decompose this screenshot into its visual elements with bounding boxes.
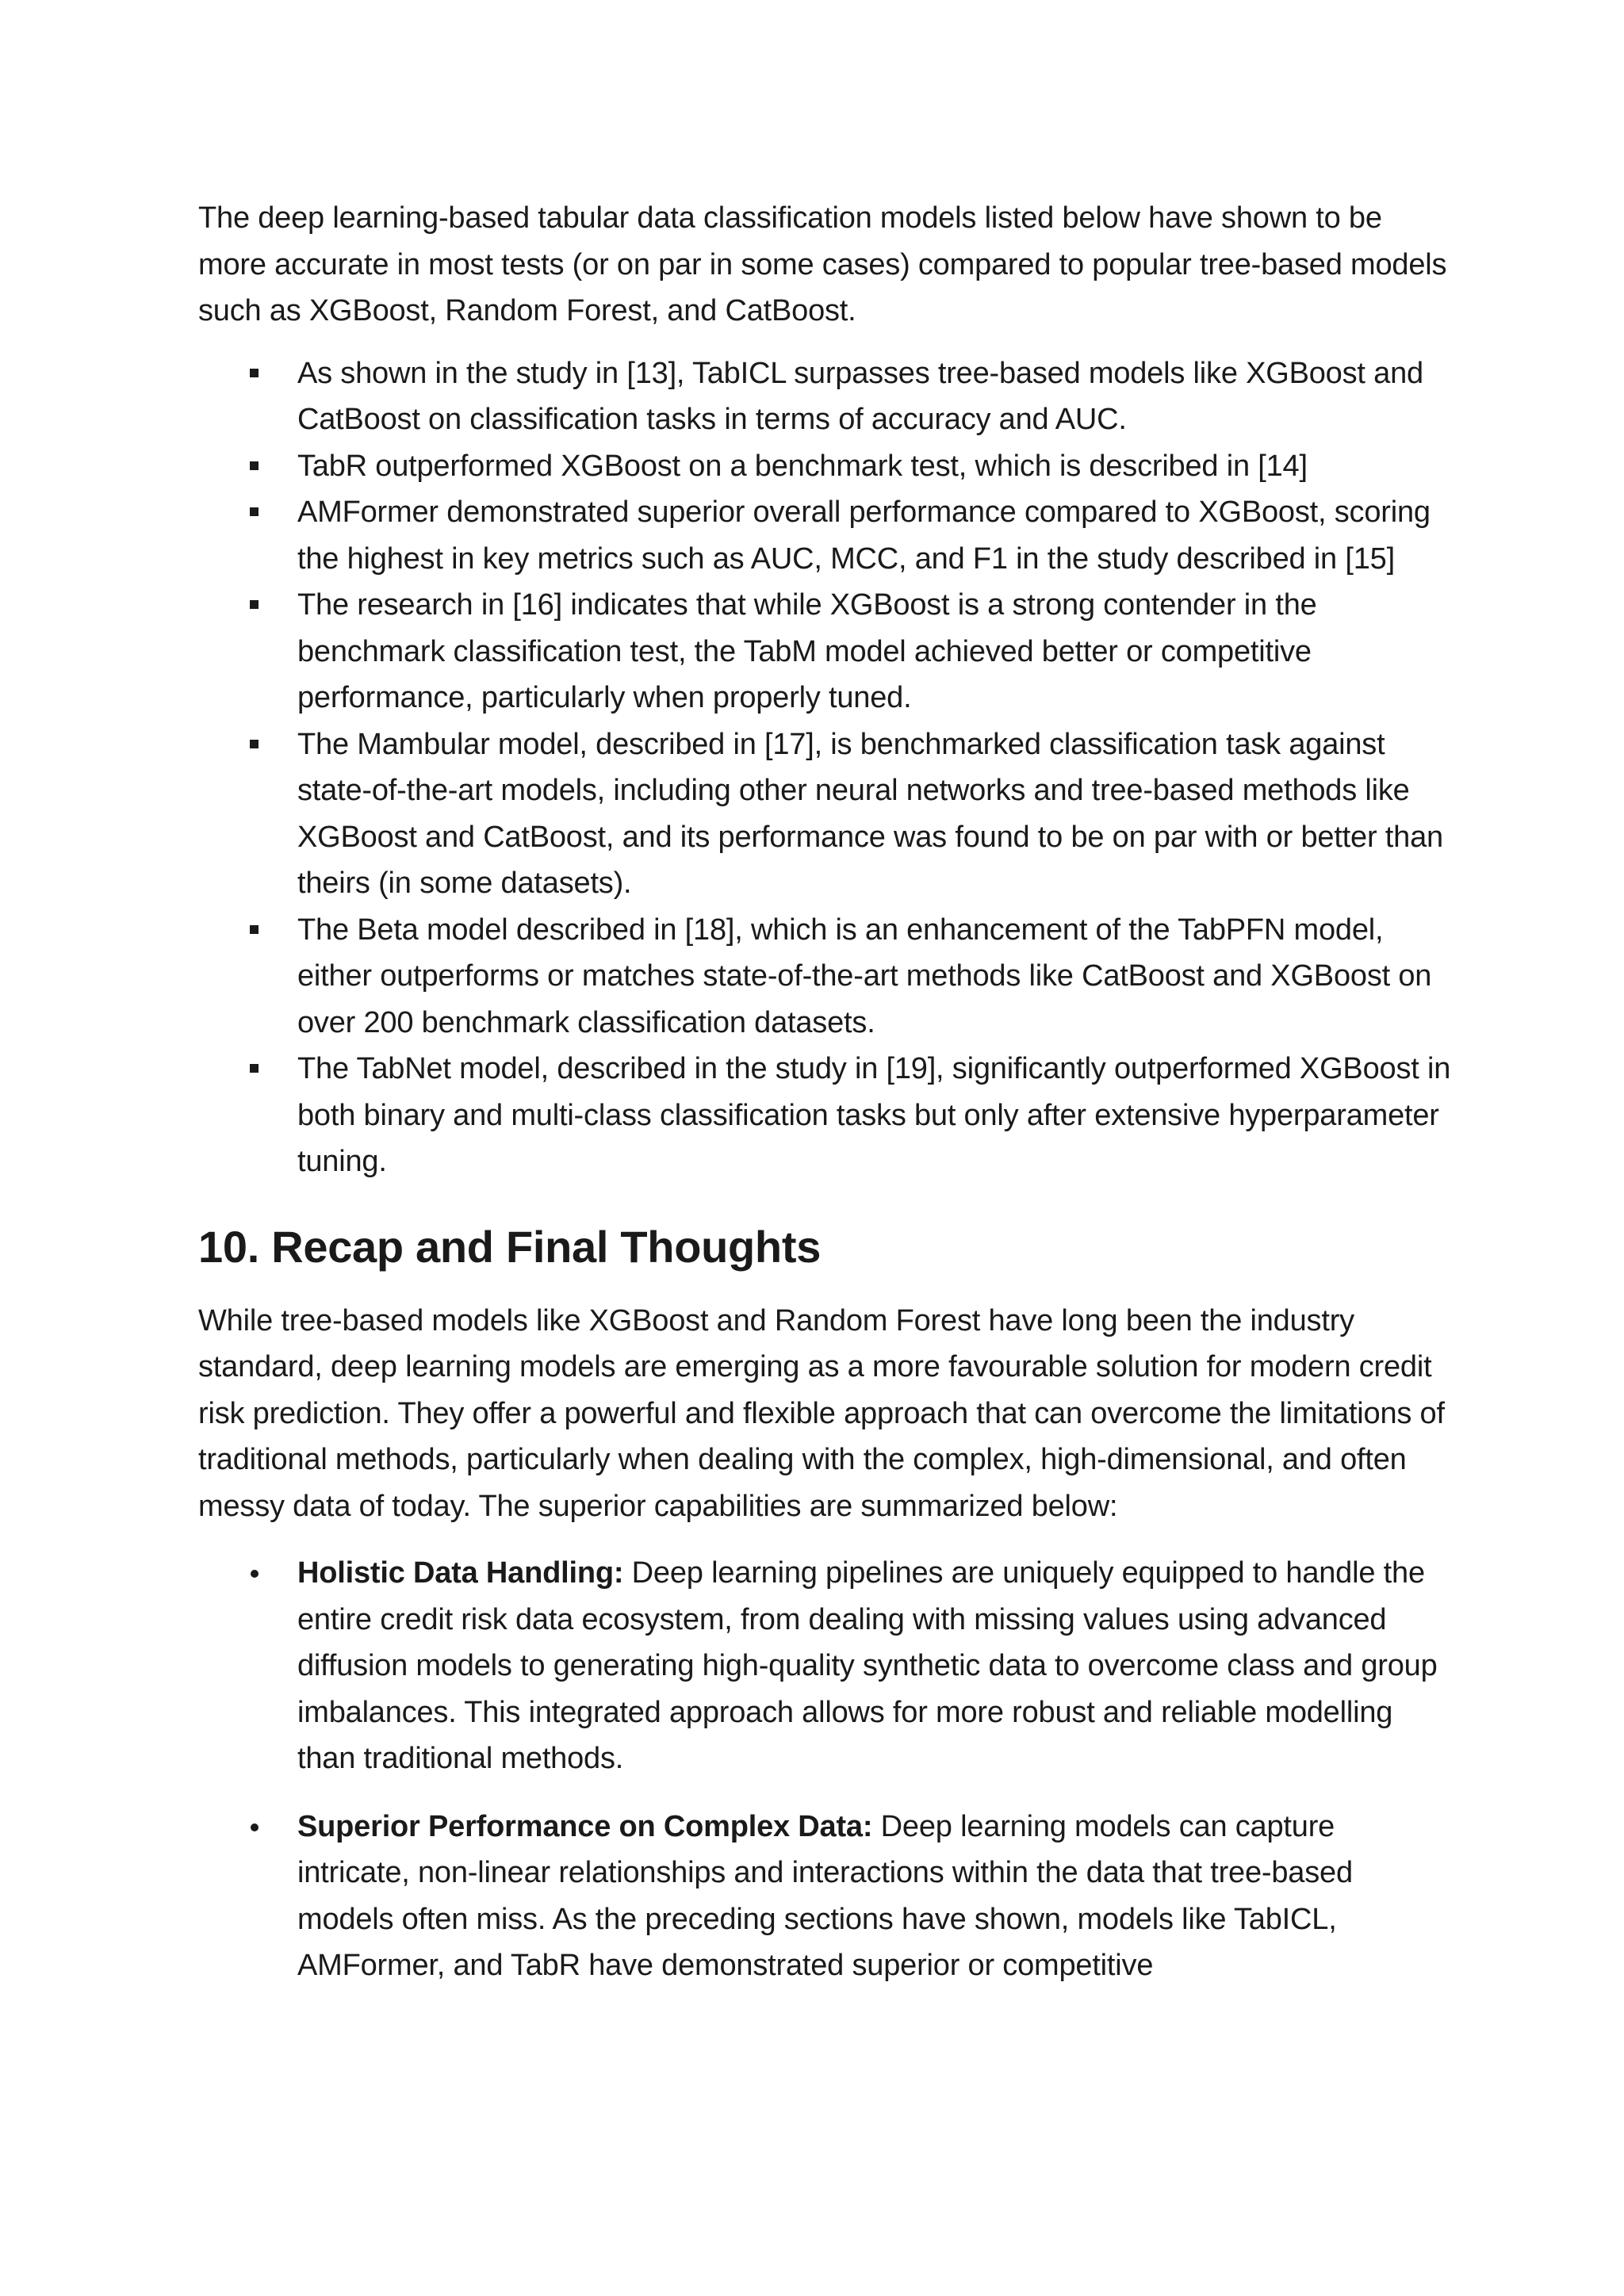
dot-bullet-icon xyxy=(251,1570,259,1578)
list-item-text: Deep learning pipelines are uniquely equipped to handle the entire credit risk data ecosystem, from dealing with missing values using advanced diffusion models to generating high-quality synthetic data to overcome class and group imbalances. This integrated approach allows for more robust and reliable modelling than traditional methods. xyxy=(297,1556,1438,1775)
square-bullet-icon xyxy=(250,740,259,748)
list-item xyxy=(198,721,1451,907)
list-item xyxy=(198,1046,1451,1185)
list-item xyxy=(198,1550,1451,1782)
intro-paragraph: The deep learning-based tabular data classification models listed below have shown to be more accurate in most tests (or on par in some cases) compared to popular tree-based models such as XGBoost, Random Forest, and CatBoost. xyxy=(198,201,1447,327)
square-bullet-icon xyxy=(250,369,259,377)
capabilities-list xyxy=(198,1550,1451,1989)
square-bullet-icon xyxy=(250,600,259,609)
square-bullet-icon xyxy=(250,925,259,934)
list-item-text: The research in [16] indicates that while XGBoost is a strong contender in the benchmark classification test, the TabM model achieved better or competitive performance, particularly when properly tuned. xyxy=(297,588,1317,714)
square-bullet-icon xyxy=(250,507,259,516)
list-item-text: TabR outperformed XGBoost on a benchmark test, which is described in [14] xyxy=(297,449,1308,483)
section-heading: 10. Recap and Final Thoughts xyxy=(198,1221,822,1272)
list-item-text: Deep learning models can capture intricate, non-linear relationships and interactions within the data that tree-based models often miss. As the preceding sections have shown, models like TabICL, AMFormer, and TabR have demonstrated superior or competitive xyxy=(297,1809,1353,1982)
list-item xyxy=(198,350,1451,443)
list-item-lead: Superior Performance on Complex Data: xyxy=(297,1809,873,1843)
model-comparison-list xyxy=(198,350,1451,1185)
list-item-lead: Holistic Data Handling: xyxy=(297,1556,624,1590)
square-bullet-icon xyxy=(250,461,259,470)
list-item xyxy=(198,582,1451,721)
dot-bullet-icon xyxy=(251,1823,259,1831)
list-item xyxy=(198,443,1451,490)
list-item xyxy=(198,907,1451,1047)
list-item-text: The TabNet model, described in the study in [19], significantly outperformed XGBoost in both binary and multi-class classification tasks but only after extensive hyperparameter tuning. xyxy=(297,1052,1451,1178)
list-item-text: As shown in the study in [13], TabICL surpasses tree-based models like XGBoost and CatBoost on classification tasks in terms of accuracy and AUC. xyxy=(297,356,1423,436)
section-paragraph: While tree-based models like XGBoost and Random Forest have long been the industry standard, deep learning models are emerging as a more favourable solution for modern credit risk prediction. They offer a powerful and flexible approach that can overcome the limitations of traditional methods, particularly when dealing with the complex, high-dimensional, and often messy data of today. The superior capabilities are summarized below: xyxy=(198,1303,1445,1523)
list-item xyxy=(198,1804,1451,1989)
list-item xyxy=(198,489,1451,582)
document-page xyxy=(198,195,1451,2011)
list-item-text: The Beta model described in [18], which is an enhancement of the TabPFN model, either outperforms or matches state-of-the-art methods like CatBoost and XGBoost on over 200 benchmark classification datasets. xyxy=(297,913,1432,1039)
list-item-text: The Mambular model, described in [17], is benchmarked classification task against state-of-the-art models, including other neural networks and tree-based methods like XGBoost and CatBoost, and its performance was found to be on par with or better than theirs (in some datasets). xyxy=(297,727,1443,900)
square-bullet-icon xyxy=(250,1064,259,1073)
list-item-text: AMFormer demonstrated superior overall performance compared to XGBoost, scoring the highest in key metrics such as AUC, MCC, and F1 in the study described in [15] xyxy=(297,496,1431,576)
